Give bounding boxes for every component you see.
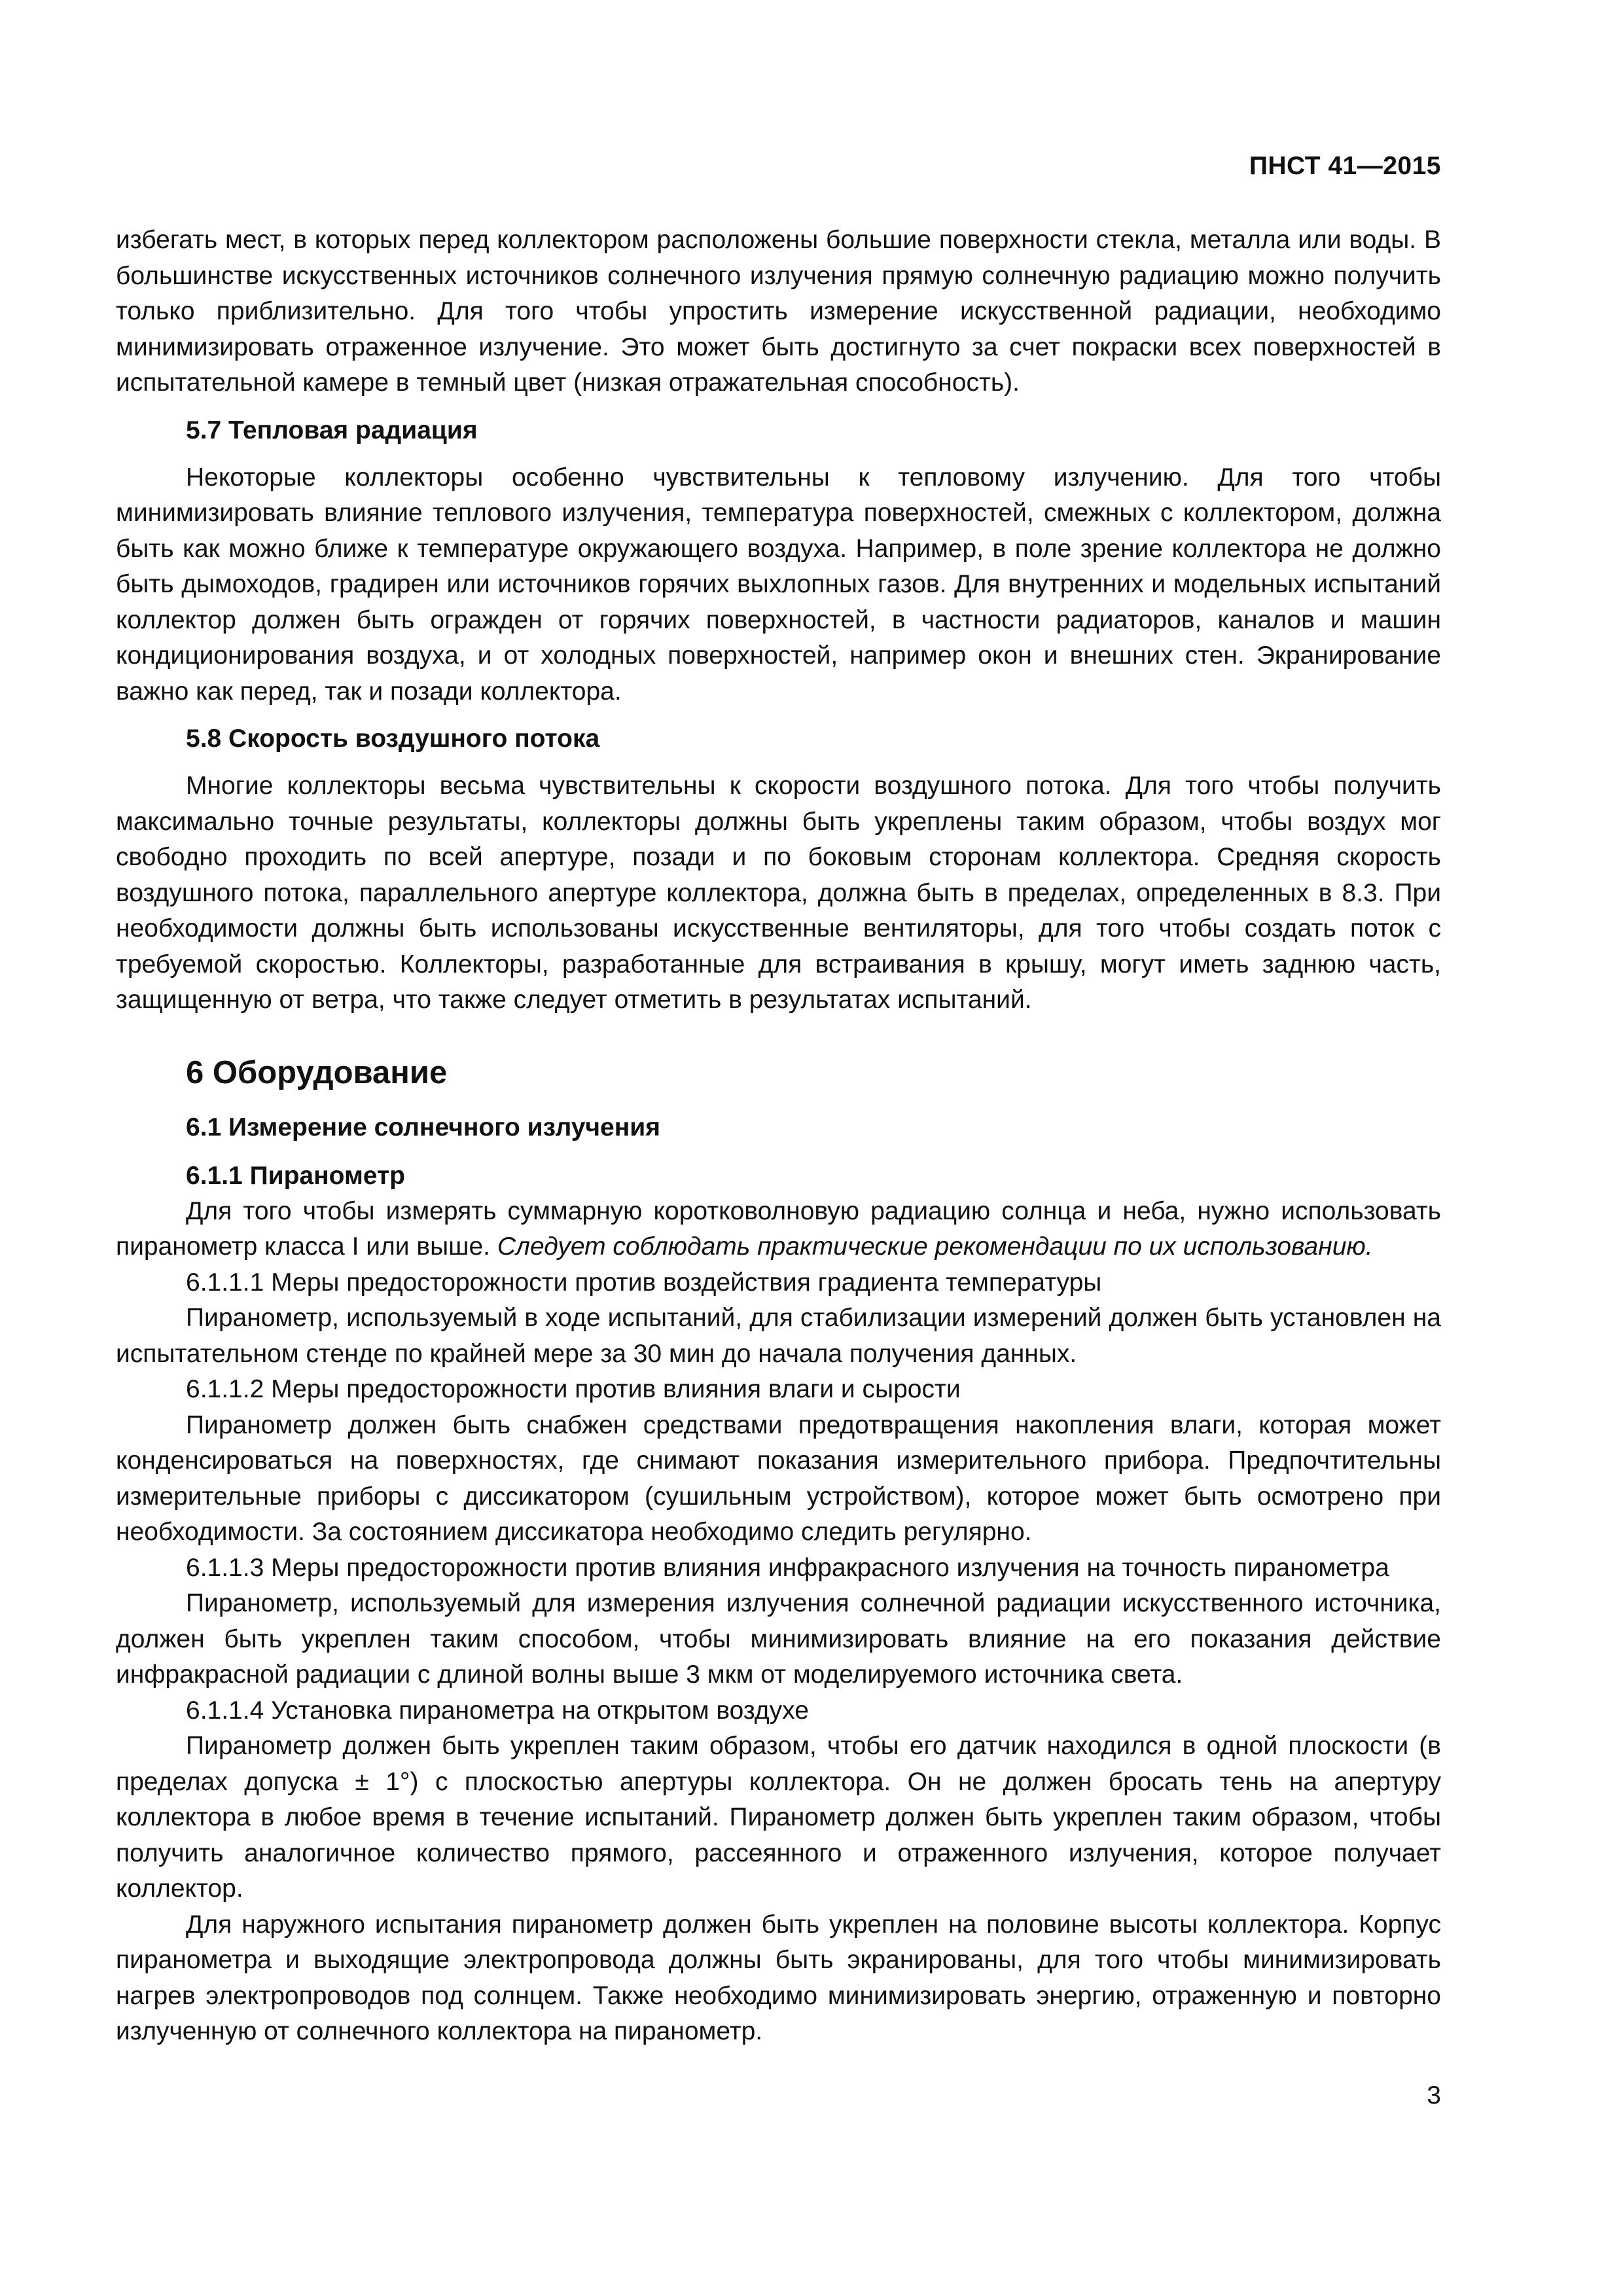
- section-heading-5-7: 5.7 Тепловая радиация: [186, 416, 478, 444]
- paragraph-5-8: Многие коллекторы весьма чувствительны к скорости воздушного потока. Для того чтобы получить максимально точные результаты, коллекторы должны быть укреплены таким образом, чтобы воздух мог свободно проходить по всей апертуре, позади и по боковым сторонам коллектора. Средняя скорость воздушного потока, параллельного апертуре коллектора, должна быть в пределах, определенных в 8.3. При необходимости должны быть использованы искусственные вентиляторы, для того чтобы создать поток с требуемой скоростью. Коллекторы, разработанные для встраивания в крышу, могут иметь заднюю часть, защищенную от ветра, что также следует отметить в результатах испытаний.: [116, 772, 1441, 1014]
- chapter-heading-6: 6 Оборудование: [186, 1054, 448, 1090]
- subsection-heading-6-1-1-4: 6.1.1.4 Установка пиранометра на открытом воздухе: [186, 1696, 809, 1725]
- document-code: ПНСТ 41—2015: [1249, 152, 1441, 180]
- page-content: [116, 223, 1441, 2050]
- subsection-heading-6-1-1-1: 6.1.1.1 Меры предосторожности против воздействия градиента температуры: [186, 1268, 1102, 1297]
- paragraph-6-1-1-4-b: Для наружного испытания пиранометр должен быть укреплен на половине высоты коллектора. Корпус пиранометра и выходящие электропровода должны быть экранированы, для того чтобы минимизировать нагрев электропроводов под солнцем. Также необходимо минимизировать энергию, отраженную и повторно излученную от солнечного коллектора на пиранометр.: [116, 1910, 1441, 2045]
- page-number: 3: [1427, 2081, 1441, 2109]
- paragraph-6-1-1-note: Следует соблюдать практические рекомендации по их использованию.: [497, 1232, 1373, 1261]
- paragraph-6-1-1-4-a: Пиранометр должен быть укреплен таким образом, чтобы его датчик находился в одной плоскости (в пределах допуска ± 1°) с плоскостью апертуры коллектора. Он не должен бросать тень на апертуру коллектора в любое время в течение испытаний. Пиранометр должен быть укреплен таким образом, чтобы получить аналогичное количество прямого, рассеянного и отраженного излучения, которое получает коллектор.: [116, 1732, 1441, 1903]
- section-heading-6-1-1: 6.1.1 Пиранометр: [186, 1161, 405, 1190]
- paragraph-6-1-1: [116, 1194, 1441, 1265]
- section-heading-6-1: 6.1 Измерение солнечного излучения: [186, 1113, 661, 1141]
- paragraph-6-1-1-text: Для того чтобы измерять суммарную коротковолновую радиацию солнца и неба, нужно использовать пиранометр класса I или выше.: [116, 1196, 1441, 1261]
- subsection-heading-6-1-1-2: 6.1.1.2 Меры предосторожности против влияния влаги и сырости: [186, 1375, 961, 1403]
- section-heading-5-8: 5.8 Скорость воздушного потока: [186, 725, 600, 753]
- subsection-heading-6-1-1-3: 6.1.1.3 Меры предосторожности против влияния инфракрасного излучения на точность пиранометра: [186, 1553, 1389, 1582]
- paragraph-continuation: избегать мест, в которых перед коллектором расположены большие поверхности стекла, металла или воды. В большинстве искусственных источников солнечного излучения прямую солнечную радиацию можно получить только приблизительно. Для того чтобы упростить измерение искусственной радиации, необходимо минимизировать отраженное излучение. Это может быть достигнуто за счет покраски всех поверхностей в испытательной камере в темный цвет (низкая отражательная способность).: [116, 226, 1441, 397]
- paragraph-6-1-1-1: Пиранометр, используемый в ходе испытаний, для стабилизации измерений должен быть установлен на испытательном стенде по крайней мере за 30 мин до начала получения данных.: [116, 1304, 1441, 1368]
- paragraph-6-1-1-2: Пиранометр должен быть снабжен средствами предотвращения накопления влаги, которая может конденсироваться на поверхностях, где снимают показания измерительного прибора. Предпочтительны измерительные приборы с диссикатором (сушильным устройством), которое может быть осмотрено при необходимости. За состоянием диссикатора необходимо следить регулярно.: [116, 1410, 1441, 1546]
- paragraph-5-7: Некоторые коллекторы особенно чувствительны к тепловому излучению. Для того чтобы минимизировать влияние теплового излучения, температура поверхностей, смежных с коллектором, должна быть как можно ближе к температуре окружающего воздуха. Например, в поле зрение коллектора не должно быть дымоходов, градирен или источников горячих выхлопных газов. Для внутренних и модельных испытаний коллектор должен быть огражден от горячих поверхностей, в частности радиаторов, каналов и машин кондиционирования воздуха, и от холодных поверхностей, например окон и внешних стен. Экранирование важно как перед, так и позади коллектора.: [116, 463, 1441, 706]
- paragraph-6-1-1-3: Пиранометр, используемый для измерения излучения солнечной радиации искусственного источника, должен быть укреплен таким способом, чтобы минимизировать влияние на его показания действие инфракрасной радиации с длиной волны выше 3 мкм от моделируемого источника света.: [116, 1589, 1441, 1689]
